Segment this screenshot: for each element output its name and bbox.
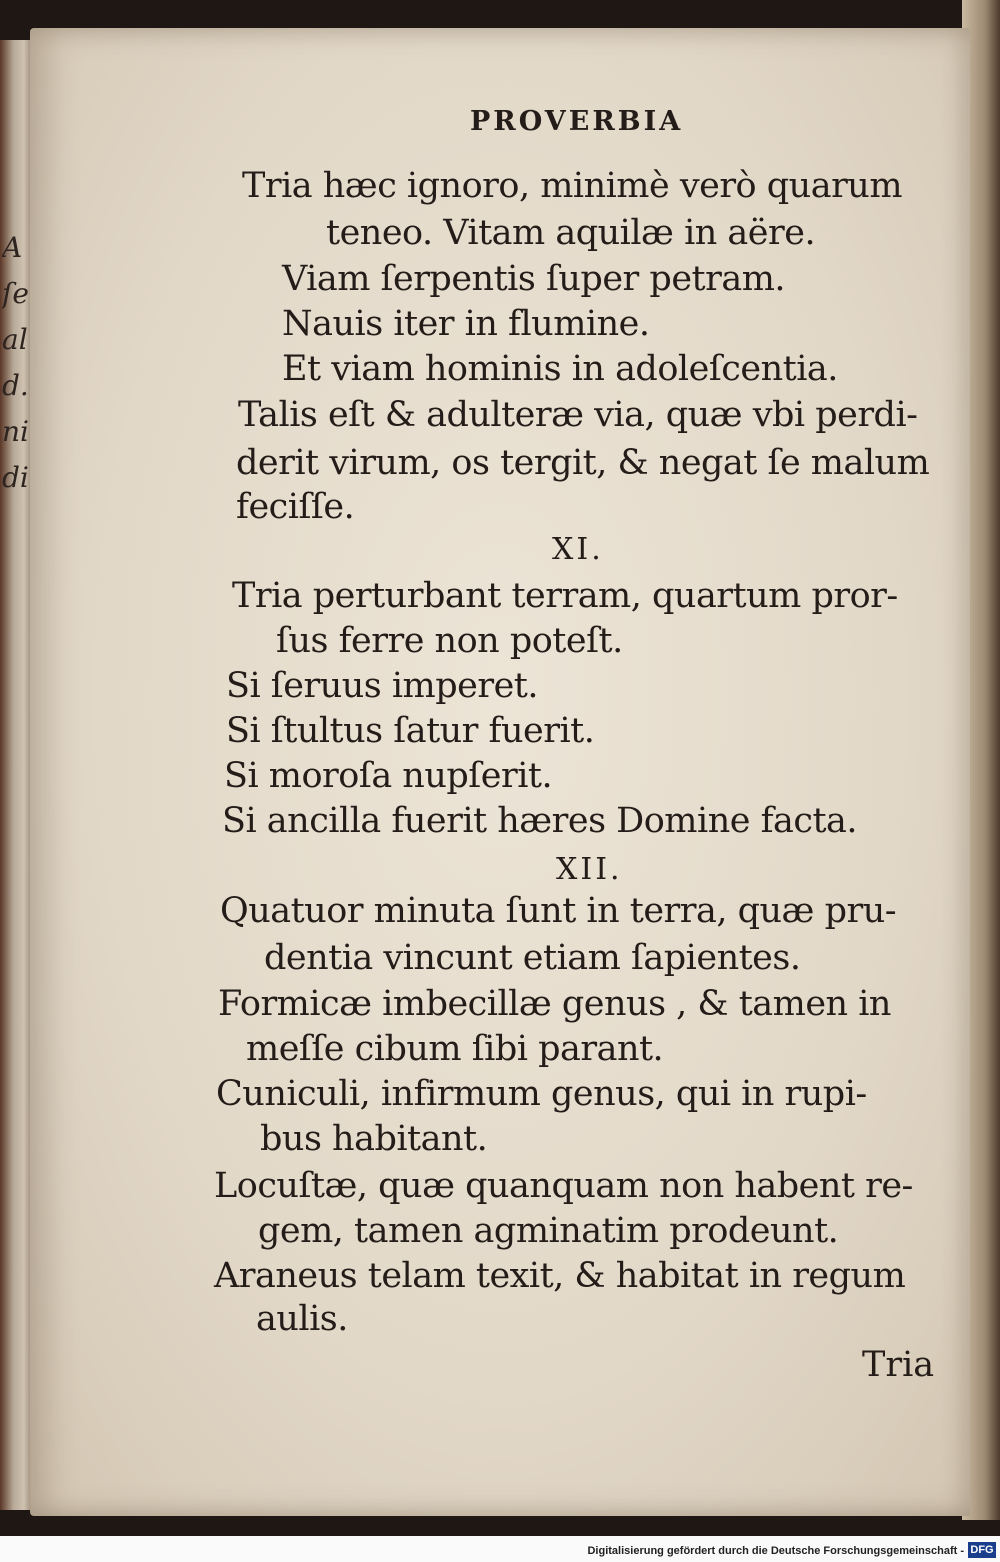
text-line: Talis eſt & adulteræ via, quæ vbi perdi- <box>238 395 918 435</box>
footer-credit: Digitalisierung gefördert durch die Deutsche Forschungsgemeinschaft - <box>587 1545 964 1557</box>
text-line: aulis. <box>256 1299 348 1339</box>
facing-fragment: A <box>2 231 23 264</box>
text-line: Tria hæc ignoro, minimè verò quarum <box>242 166 903 206</box>
text-line: meſſe cibum ſibi parant. <box>246 1029 664 1069</box>
text-line: Si ancilla fuerit hæres Domine facta. <box>222 801 858 841</box>
text-line: feciſſe. <box>236 487 355 527</box>
text-line: Quatuor minuta ſunt in terra, quæ pru- <box>220 891 897 931</box>
text-line: Viam ſerpentis ſuper petram. <box>282 259 786 299</box>
dfg-logo: DFG <box>968 1542 996 1558</box>
facing-fragment: ſe <box>2 277 29 310</box>
text-line: ſus ferre non poteſt. <box>276 621 623 661</box>
catchword: Tria <box>862 1345 935 1385</box>
facing-fragment: di <box>2 461 29 494</box>
running-head: PROVERBIA <box>470 106 684 137</box>
facing-fragment: d. <box>2 369 29 402</box>
section-number-xii: XII. <box>556 852 623 887</box>
facing-page-fragments <box>2 225 32 501</box>
text-line: Si moroſa nupſerit. <box>224 756 553 796</box>
text-line: Si ſtultus ſatur fuerit. <box>226 711 595 751</box>
text-line: Si ſeruus imperet. <box>226 666 538 706</box>
text-line: bus habitant. <box>260 1119 488 1159</box>
facing-fragment: al <box>2 323 28 356</box>
footer-bar <box>0 1536 1000 1562</box>
facing-fragment: ni <box>2 415 29 448</box>
text-line: derit virum, os tergit, & negat ſe malum <box>236 443 930 483</box>
text-line: Nauis iter in flumine. <box>282 304 650 344</box>
text-line: Locuſtæ, quæ quanquam non habent re- <box>214 1166 913 1206</box>
section-number-xi: XI. <box>552 532 604 567</box>
text-line: teneo. Vitam aquilæ in aëre. <box>326 213 816 253</box>
text-line: Et viam hominis in adoleſcentia. <box>282 349 838 389</box>
text-line: Formicæ imbecillæ genus , & tamen in <box>218 984 891 1024</box>
text-line: dentia vincunt etiam ſapientes. <box>264 938 801 978</box>
text-line: Cuniculi, infirmum genus, qui in rupi- <box>216 1074 867 1114</box>
text-line: Araneus telam texit, & habitat in regum <box>214 1256 906 1296</box>
text-line: Tria perturbant terram, quartum pror- <box>232 576 898 616</box>
text-line: gem, tamen agminatim prodeunt. <box>258 1211 839 1251</box>
